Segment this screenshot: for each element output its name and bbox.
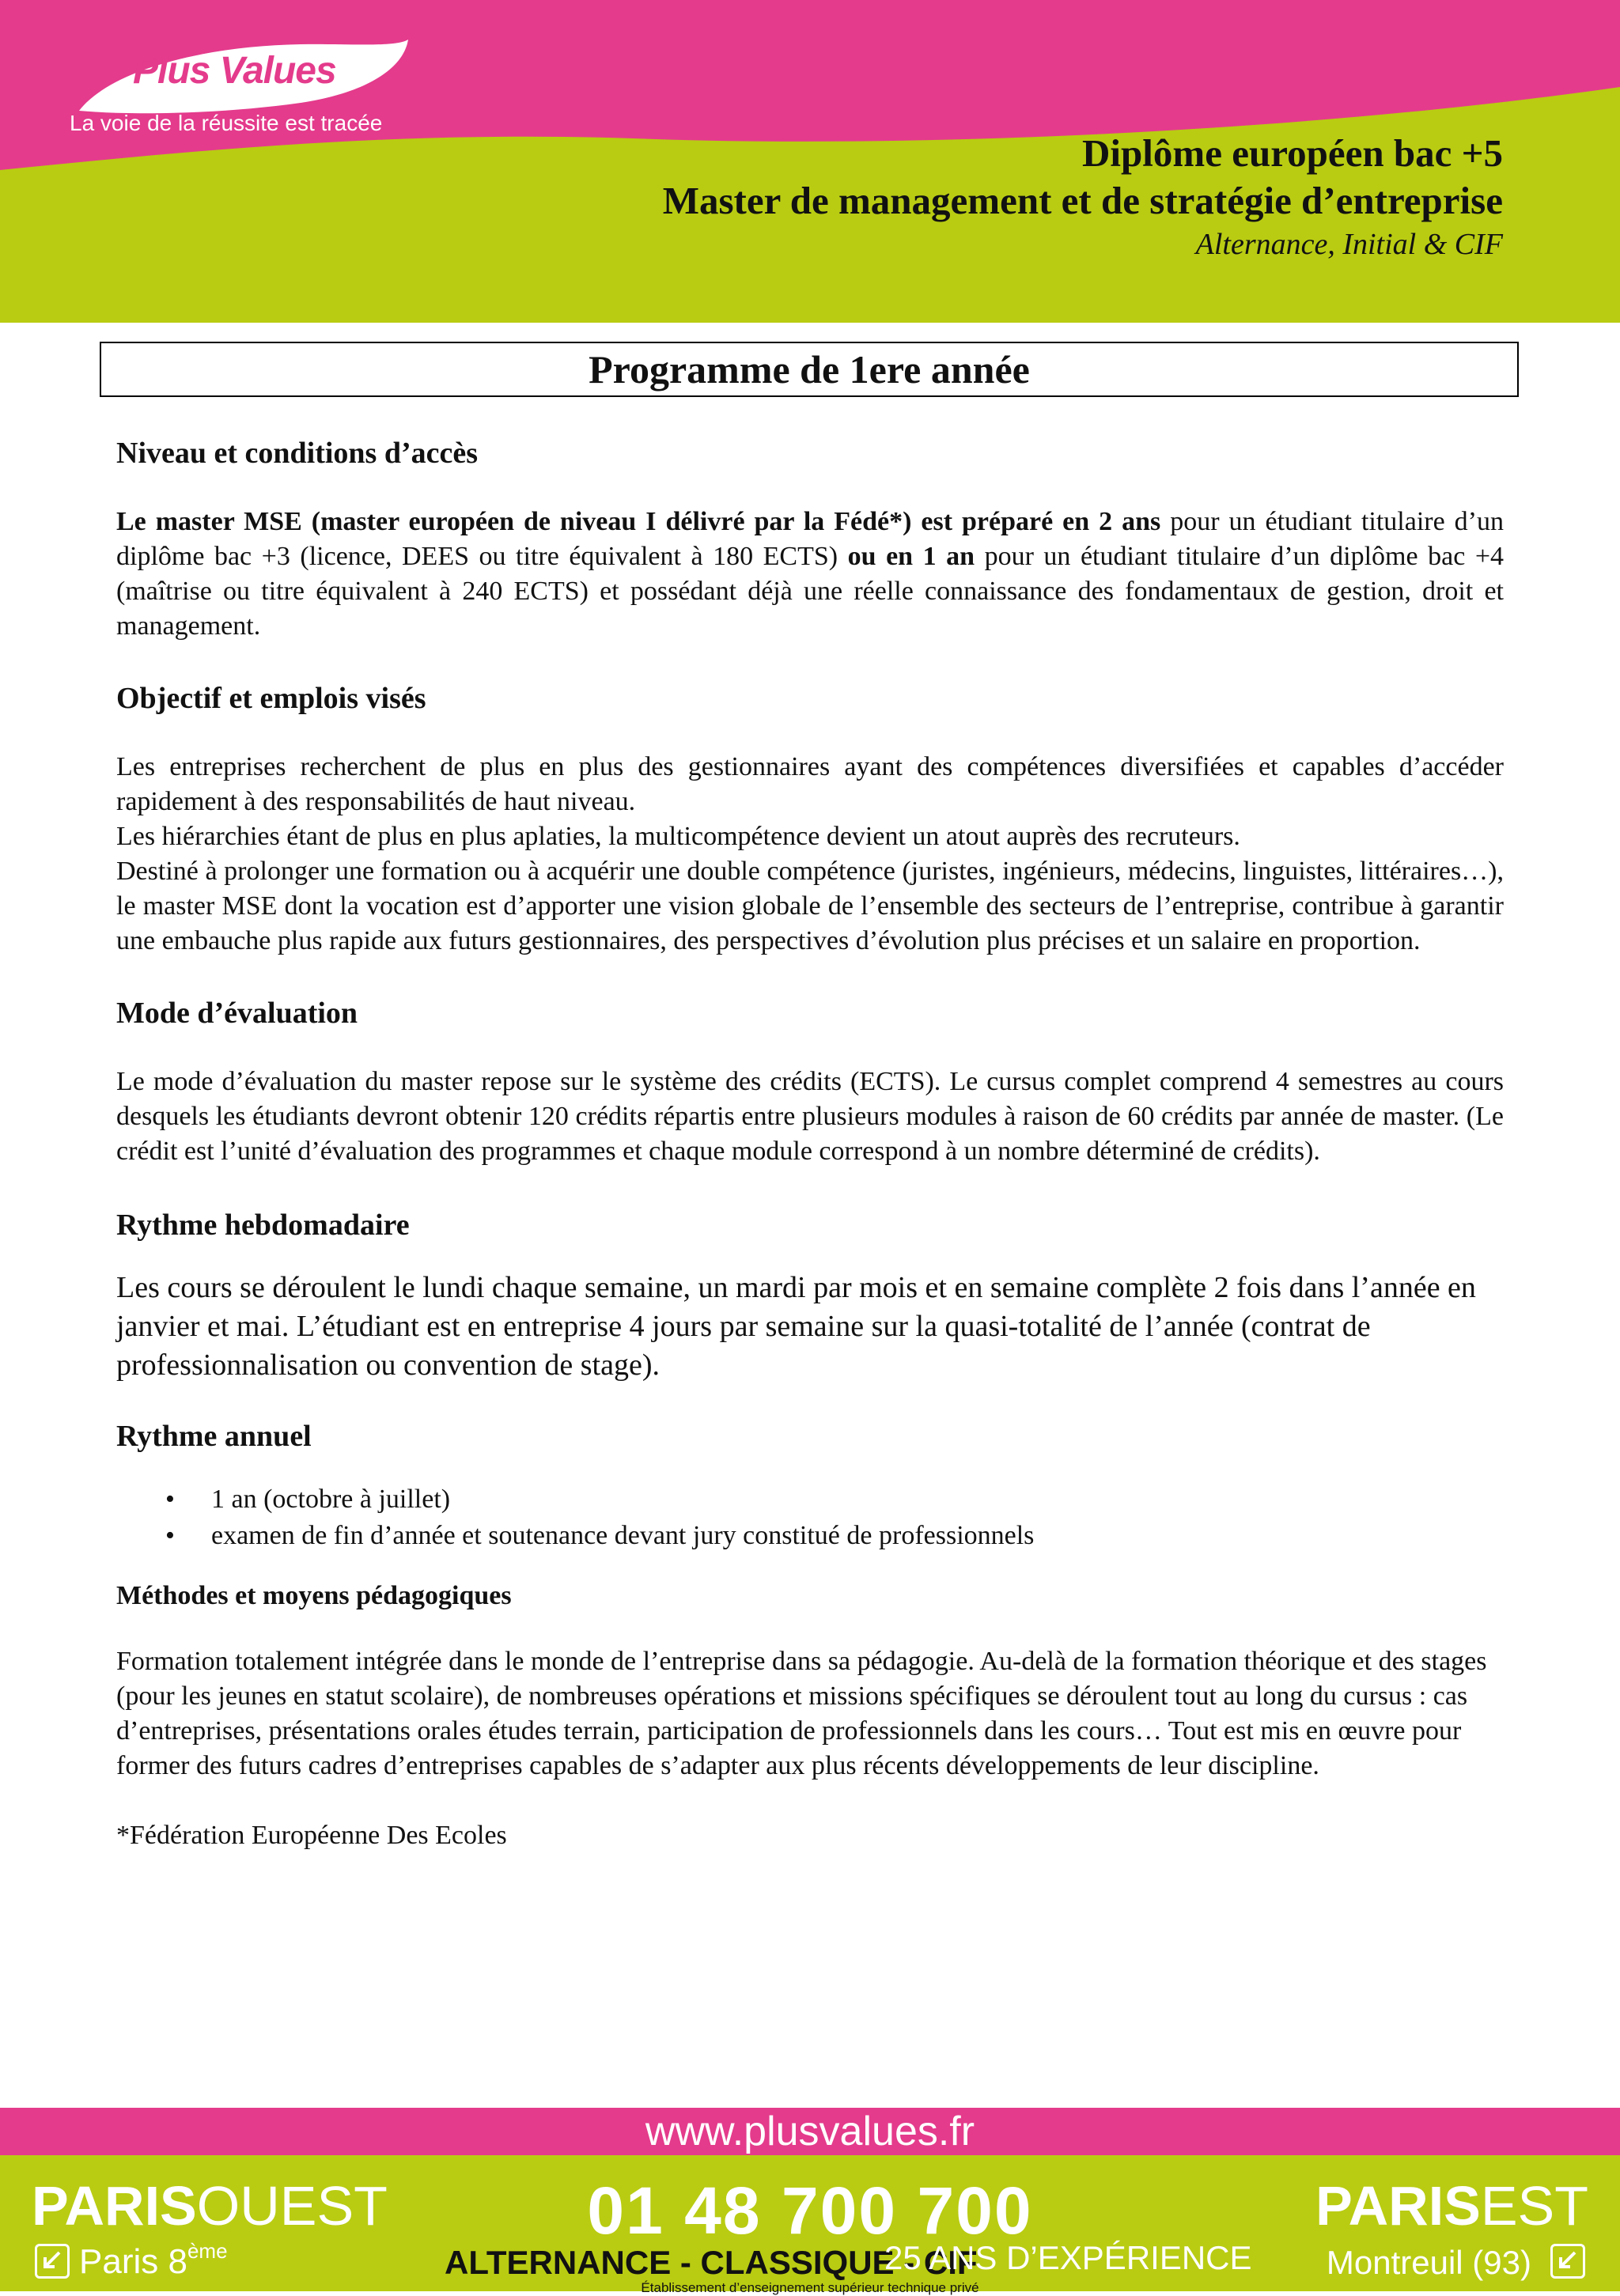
phone-number[interactable]: 01 48 700 700 (587, 2173, 1033, 2248)
paris-est-thin: EST (1480, 2175, 1588, 2237)
establishment-note: Établissement d’enseignement supérieur technique privé (641, 2280, 979, 2295)
paris-est-bold: PARIS (1315, 2175, 1481, 2237)
section-heading-hebdo: Rythme hebdomadaire (116, 1209, 410, 1242)
section-heading-objectif: Objectif et emplois visés (116, 682, 426, 715)
section-heading-annuel: Rythme annuel (116, 1420, 312, 1453)
experience-label: 25 ANS D’EXPÉRIENCE (884, 2239, 1252, 2276)
paris-8-sup: ème (187, 2239, 228, 2263)
website-link[interactable]: www.plusvalues.fr (645, 2109, 975, 2154)
paris-ouest-bold: PARIS (32, 2175, 197, 2237)
section-heading-evaluation: Mode d’évaluation (116, 997, 358, 1030)
list-item: • 1 an (octobre à juillet) (211, 1481, 1504, 1518)
annuel-list (116, 1481, 1504, 1554)
list-item: • examen de fin d’année et soutenance devant jury constitué de professionnels (211, 1518, 1504, 1554)
arrow-down-left-glyph-right (1553, 2246, 1583, 2276)
section-heading-methodes: Méthodes et moyens pédagogiques (116, 1581, 512, 1610)
main-content (116, 433, 1504, 1853)
methodes-paragraph: Formation totalement intégrée dans le monde de l’entreprise dans sa pédagogie. Au-delà de la formation théorique et des stages (pour les jeunes en statut scolaire), de nombreuses opérations et missions spécifiques se déroulent tout au long du cursus : cas d’entreprises, présentations orales études terrain, participation de professionnels dans les cours… Tout est mis en œuvre pour former des futurs cadres d’entreprises capables de s’adapter aux plus récents développements de leur discipline. (116, 1647, 1487, 1780)
footnote: *Fédération Européenne Des Ecoles (116, 1821, 507, 1850)
niveau-text-2: pour un étudiant titulaire d’un diplôme bac +4 (maîtrise ou titre équivalent à 240 ECTS) et possédant déjà une réelle connaissance des fondamentaux de gestion, droit et management. (116, 542, 1504, 641)
paris-ouest-thin: OUEST (196, 2175, 388, 2237)
logo-text: Plus Values (133, 50, 336, 92)
arrow-down-left-icon-right (1550, 2244, 1585, 2279)
title-block (663, 130, 1503, 264)
program-title: Programme de 1ere année (100, 342, 1519, 397)
arrow-down-left-glyph (37, 2246, 67, 2276)
niveau-bold-2: ou en 1 an (847, 542, 975, 571)
master-title: Master de management et de stratégie d’entreprise (662, 179, 1503, 222)
objectif-paragraph-1: Les entreprises recherchent de plus en plus des gestionnaires ayant des compétences diversifiées et capables d’accéder rapidement à des responsabilités de haut niveau. (116, 752, 1504, 816)
niveau-paragraph (116, 505, 1504, 644)
tagline: La voie de la réussite est tracée (70, 111, 383, 135)
training-modes: ALTERNANCE - CLASSIQUE - CIF (445, 2244, 978, 2281)
objectif-paragraph-3: Destiné à prolonger une formation ou à acquérir une double compétence (juristes, ingénieurs, médecins, linguistes, littéraires…), le master MSE dont la vocation est d’apporter une vision globale de l’ensemble des secteurs de l’entreprise, contribue à garantir une embauche plus rapide aux futurs gestionnaires, des perspectives d’évolution plus précises et un salaire en proportion. (116, 857, 1504, 955)
niveau-bold-1: Le master MSE (master européen de niveau I délivré par la Fédé*) est préparé en 2 ans (116, 507, 1161, 536)
objectif-paragraph-2: Les hiérarchies étant de plus en plus aplaties, la multicompétence devient un atout auprès des recruteurs. (116, 822, 1240, 851)
page-footer (0, 2108, 1620, 2295)
paris-8-text: Paris 8 (79, 2242, 187, 2281)
paris-est-label (1315, 2174, 1588, 2237)
montreuil-location: Montreuil (93) (1326, 2244, 1531, 2281)
niveau-text-1: pour un étudiant titulaire d’un diplôme bac +3 (licence, DEES ou titre équivalent à 180 ECTS) (116, 507, 1504, 571)
page-header (0, 0, 1620, 323)
diploma-title: Diplôme européen bac +5 (1082, 131, 1503, 175)
formats-subtitle: Alternance, Initial & CIF (1195, 228, 1503, 261)
evaluation-paragraph: Le mode d’évaluation du master repose sur le système des crédits (ECTS). Le cursus complet comprend 4 semestres au cours desquels les étudiants devront obtenir 120 crédits répartis entre plusieurs modules à raison de 60 crédits par année de master. (Le crédit est l’unité d’évaluation des programmes et chaque module correspond à un nombre déterminé de crédits). (116, 1067, 1504, 1166)
hebdo-paragraph: Les cours se déroulent le lundi chaque semaine, un mardi par mois et en semaine complète 2 fois dans l’année en janvier et mai. L’étudiant est en entreprise 4 jours par semaine sur la quasi-totalité de l’année (contrat de professionnalisation ou convention de stage). (116, 1271, 1476, 1382)
section-heading-niveau: Niveau et conditions d’accès (116, 437, 479, 470)
